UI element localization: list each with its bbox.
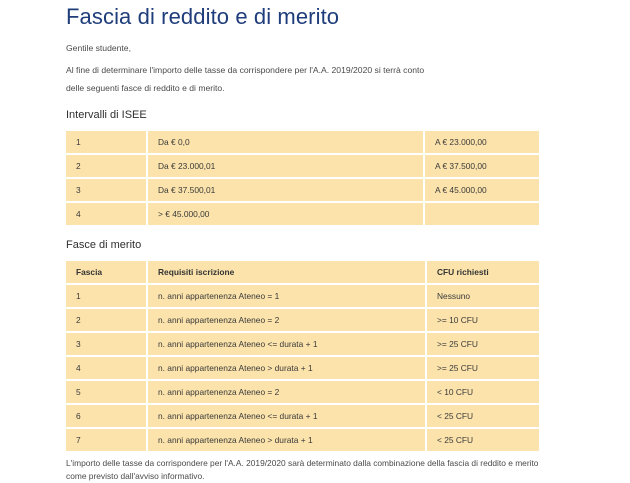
intro-paragraph [66, 57, 490, 97]
isee-table [66, 129, 539, 227]
isee-da-cell: Da € 0,0 [146, 131, 423, 153]
merito-fascia-cell: 5 [66, 381, 146, 403]
merito-cfu-cell: < 25 CFU [425, 429, 539, 451]
merito-fascia-cell: 2 [66, 309, 146, 331]
intro-line-2: delle seguenti fasce di reddito e di merito. [66, 83, 225, 93]
merito-requisiti-cell: n. anni appartenenza Ateneo = 2 [146, 309, 425, 331]
isee-section-heading: Intervalli di ISEE [66, 109, 147, 121]
merito-requisiti-cell: n. anni appartenenza Ateneo = 1 [146, 285, 425, 307]
isee-a-cell: A € 45.000,00 [423, 179, 539, 201]
greeting-text: Gentile studente, [66, 43, 131, 53]
page-title: Fascia di reddito e di merito [66, 4, 340, 29]
merito-cfu-cell: Nessuno [425, 285, 539, 307]
table-row [66, 203, 539, 225]
merito-fascia-cell: 1 [66, 285, 146, 307]
isee-table-body [66, 131, 539, 225]
isee-fascia-cell: 1 [66, 131, 146, 153]
footer-note: L'importo delle tasse da corrispondere per l'A.A. 2019/2020 sarà determinato dalla combinazione della fascia di reddito e merito come previsto dall'avviso informativo. [66, 458, 539, 481]
isee-fascia-cell: 3 [66, 179, 146, 201]
table-row [66, 357, 539, 379]
merito-cfu-cell: >= 25 CFU [425, 333, 539, 355]
column-header-fascia: Fascia [66, 261, 146, 283]
table-header-row [66, 261, 539, 283]
merito-cfu-cell: < 10 CFU [425, 381, 539, 403]
table-row [66, 155, 539, 177]
table-row [66, 405, 539, 427]
merito-fascia-cell: 7 [66, 429, 146, 451]
merito-fascia-cell: 6 [66, 405, 146, 427]
table-row [66, 429, 539, 451]
merito-cfu-cell: >= 10 CFU [425, 309, 539, 331]
table-row [66, 131, 539, 153]
isee-fascia-cell: 4 [66, 203, 146, 225]
merito-requisiti-cell: n. anni appartenenza Ateneo <= durata + 1 [146, 333, 425, 355]
merito-fascia-cell: 3 [66, 333, 146, 355]
table-row [66, 309, 539, 331]
merito-cfu-cell: < 25 CFU [425, 405, 539, 427]
isee-da-cell: > € 45.000,00 [146, 203, 423, 225]
column-header-cfu: CFU richiesti [425, 261, 539, 283]
isee-fascia-cell: 2 [66, 155, 146, 177]
merito-cfu-cell: >= 25 CFU [425, 357, 539, 379]
merito-fascia-cell: 4 [66, 357, 146, 379]
isee-da-cell: Da € 37.500,01 [146, 179, 423, 201]
merito-section-heading: Fasce di merito [66, 239, 142, 251]
intro-line-1: Al fine di determinare l'importo delle tasse da corrispondere per l'A.A. 2019/2020 si terrà conto [66, 65, 425, 75]
table-row [66, 179, 539, 201]
table-row [66, 285, 539, 307]
isee-da-cell: Da € 23.000,01 [146, 155, 423, 177]
merito-table-head [66, 261, 539, 283]
merito-table [66, 259, 539, 453]
merito-table-body [66, 285, 539, 451]
merito-requisiti-cell: n. anni appartenenza Ateneo > durata + 1 [146, 429, 425, 451]
merito-requisiti-cell: n. anni appartenenza Ateneo = 2 [146, 381, 425, 403]
merito-requisiti-cell: n. anni appartenenza Ateneo > durata + 1 [146, 357, 425, 379]
merito-requisiti-cell: n. anni appartenenza Ateneo <= durata + 1 [146, 405, 425, 427]
isee-a-cell: A € 37.500,00 [423, 155, 539, 177]
isee-a-cell [423, 203, 539, 225]
isee-a-cell: A € 23.000,00 [423, 131, 539, 153]
table-row [66, 381, 539, 403]
table-row [66, 333, 539, 355]
column-header-requisiti: Requisiti iscrizione [146, 261, 425, 283]
